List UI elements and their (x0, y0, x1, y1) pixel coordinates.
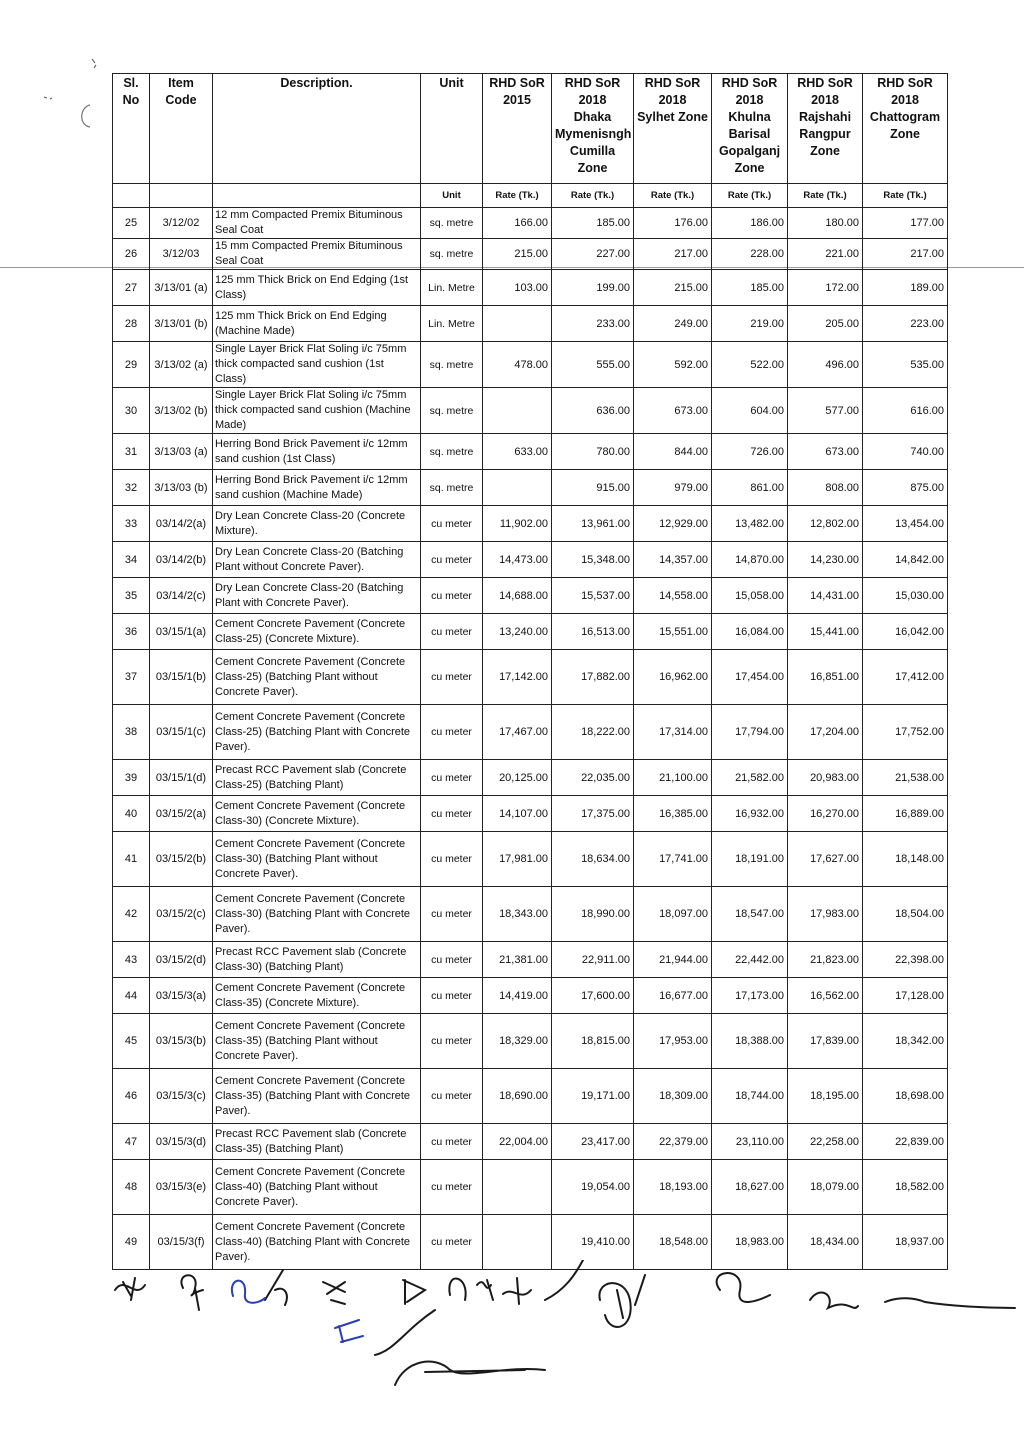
rate-dhaka-cell: 15,348.00 (552, 542, 634, 578)
rate-khulna-cell: 861.00 (712, 470, 788, 506)
description-cell: Precast RCC Pavement slab (Concrete Class-30) (Batching Plant) (213, 942, 421, 978)
rate-rajshahi-cell: 17,839.00 (788, 1014, 863, 1069)
rate-chattogram-cell: 18,582.00 (863, 1160, 948, 1215)
rate-2015-cell: 14,688.00 (483, 578, 552, 614)
rate-chattogram-cell: 17,752.00 (863, 705, 948, 760)
sl-cell: 48 (113, 1160, 150, 1215)
sl-cell: 31 (113, 434, 150, 470)
item-code-cell: 3/13/01 (a) (150, 270, 213, 306)
unit-cell: sq. metre (421, 342, 483, 388)
rate-dhaka-cell: 185.00 (552, 208, 634, 239)
description-cell: Cement Concrete Pavement (Concrete Class-30) (Concrete Mixture). (213, 796, 421, 832)
rate-2015-cell: 14,107.00 (483, 796, 552, 832)
rate-dhaka-cell: 18,634.00 (552, 832, 634, 887)
rate-rajshahi-cell: 15,441.00 (788, 614, 863, 650)
rate-dhaka-cell: 22,911.00 (552, 942, 634, 978)
rate-dhaka-cell: 17,600.00 (552, 978, 634, 1014)
rate-sylhet-cell: 16,677.00 (634, 978, 712, 1014)
col-header-dhaka-zone: RHD SoR 2018 Dhaka Mymenisngh Cumilla Zone (552, 74, 634, 184)
sl-cell: 37 (113, 650, 150, 705)
unit-cell: sq. metre (421, 388, 483, 434)
sl-cell: 39 (113, 760, 150, 796)
rate-sylhet-cell: 16,962.00 (634, 650, 712, 705)
table-row (113, 470, 948, 506)
table-row (113, 306, 948, 342)
rate-rajshahi-cell: 12,802.00 (788, 506, 863, 542)
table-row (113, 342, 948, 388)
description-cell: Cement Concrete Pavement (Concrete Class-35) (Batching Plant with Concrete Paver). (213, 1069, 421, 1124)
unit-cell: cu meter (421, 1215, 483, 1270)
rate-2015-cell: 18,343.00 (483, 887, 552, 942)
rate-chattogram-cell: 189.00 (863, 270, 948, 306)
subheader-row (113, 184, 948, 208)
sl-cell: 46 (113, 1069, 150, 1124)
subheader-cell: Rate (Tk.) (712, 184, 788, 208)
rate-rajshahi-cell: 221.00 (788, 239, 863, 270)
item-code-cell: 3/13/02 (b) (150, 388, 213, 434)
rate-rajshahi-cell: 172.00 (788, 270, 863, 306)
rate-dhaka-cell: 18,815.00 (552, 1014, 634, 1069)
rate-rajshahi-cell: 180.00 (788, 208, 863, 239)
sl-cell: 38 (113, 705, 150, 760)
rate-sylhet-cell: 673.00 (634, 388, 712, 434)
rate-khulna-cell: 14,870.00 (712, 542, 788, 578)
item-code-cell: 03/14/2(a) (150, 506, 213, 542)
rate-dhaka-cell: 780.00 (552, 434, 634, 470)
unit-cell: cu meter (421, 578, 483, 614)
rate-sylhet-cell: 592.00 (634, 342, 712, 388)
sl-cell: 28 (113, 306, 150, 342)
item-code-cell: 3/13/01 (b) (150, 306, 213, 342)
col-header-chattogram-zone: RHD SoR 2018 Chattogram Zone (863, 74, 948, 184)
rate-sylhet-cell: 18,548.00 (634, 1215, 712, 1270)
rate-chattogram-cell: 18,342.00 (863, 1014, 948, 1069)
rate-khulna-cell: 13,482.00 (712, 506, 788, 542)
rate-chattogram-cell: 17,412.00 (863, 650, 948, 705)
rate-sylhet-cell: 14,558.00 (634, 578, 712, 614)
sl-cell: 49 (113, 1215, 150, 1270)
rate-rajshahi-cell: 14,230.00 (788, 542, 863, 578)
item-code-cell: 03/15/3(d) (150, 1124, 213, 1160)
sl-cell: 44 (113, 978, 150, 1014)
rate-rajshahi-cell: 18,434.00 (788, 1215, 863, 1270)
unit-cell: cu meter (421, 650, 483, 705)
rate-rajshahi-cell: 17,627.00 (788, 832, 863, 887)
item-code-cell: 03/15/1(d) (150, 760, 213, 796)
unit-cell: sq. metre (421, 208, 483, 239)
subheader-cell: Rate (Tk.) (634, 184, 712, 208)
rate-khulna-cell: 18,547.00 (712, 887, 788, 942)
rate-rajshahi-cell: 16,270.00 (788, 796, 863, 832)
sl-cell: 33 (113, 506, 150, 542)
rate-dhaka-cell: 16,513.00 (552, 614, 634, 650)
rate-sylhet-cell: 844.00 (634, 434, 712, 470)
description-cell: Cement Concrete Pavement (Concrete Class-35) (Concrete Mixture). (213, 978, 421, 1014)
rate-khulna-cell: 17,173.00 (712, 978, 788, 1014)
description-cell: 125 mm Thick Brick on End Edging (1st Class) (213, 270, 421, 306)
rate-chattogram-cell: 16,889.00 (863, 796, 948, 832)
rate-schedule-table (112, 73, 948, 1270)
rate-2015-cell: 13,240.00 (483, 614, 552, 650)
rate-2015-cell: 20,125.00 (483, 760, 552, 796)
item-code-cell: 03/15/3(e) (150, 1160, 213, 1215)
rate-khulna-cell: 21,582.00 (712, 760, 788, 796)
table-row (113, 208, 948, 239)
subheader-cell: Rate (Tk.) (863, 184, 948, 208)
item-code-cell: 3/13/03 (b) (150, 470, 213, 506)
rate-chattogram-cell: 16,042.00 (863, 614, 948, 650)
item-code-cell: 03/15/2(b) (150, 832, 213, 887)
rate-chattogram-cell: 177.00 (863, 208, 948, 239)
rate-dhaka-cell: 13,961.00 (552, 506, 634, 542)
rate-dhaka-cell: 233.00 (552, 306, 634, 342)
rate-chattogram-cell: 217.00 (863, 239, 948, 270)
rate-rajshahi-cell: 18,079.00 (788, 1160, 863, 1215)
description-cell: Dry Lean Concrete Class-20 (Batching Plant with Concrete Paver). (213, 578, 421, 614)
rate-khulna-cell: 604.00 (712, 388, 788, 434)
table-row (113, 578, 948, 614)
rate-rajshahi-cell: 577.00 (788, 388, 863, 434)
table-row (113, 942, 948, 978)
rate-chattogram-cell: 13,454.00 (863, 506, 948, 542)
rate-rajshahi-cell: 16,851.00 (788, 650, 863, 705)
rate-chattogram-cell: 223.00 (863, 306, 948, 342)
item-code-cell: 03/15/1(c) (150, 705, 213, 760)
rate-chattogram-cell: 22,839.00 (863, 1124, 948, 1160)
unit-cell: cu meter (421, 542, 483, 578)
table-row (113, 760, 948, 796)
rate-rajshahi-cell: 18,195.00 (788, 1069, 863, 1124)
description-cell: Cement Concrete Pavement (Concrete Class-25) (Concrete Mixture). (213, 614, 421, 650)
rate-2015-cell (483, 470, 552, 506)
description-cell: 15 mm Compacted Premix Bituminous Seal Coat (213, 239, 421, 270)
rate-khulna-cell: 22,442.00 (712, 942, 788, 978)
rate-sylhet-cell: 18,097.00 (634, 887, 712, 942)
sl-cell: 47 (113, 1124, 150, 1160)
subheader-cell: Rate (Tk.) (552, 184, 634, 208)
rate-khulna-cell: 17,794.00 (712, 705, 788, 760)
rate-sylhet-cell: 14,357.00 (634, 542, 712, 578)
item-code-cell: 03/15/3(c) (150, 1069, 213, 1124)
unit-cell: sq. metre (421, 434, 483, 470)
rate-2015-cell (483, 306, 552, 342)
sl-cell: 40 (113, 796, 150, 832)
rate-chattogram-cell: 740.00 (863, 434, 948, 470)
description-cell: Cement Concrete Pavement (Concrete Class-35) (Batching Plant without Concrete Paver). (213, 1014, 421, 1069)
rate-sylhet-cell: 17,953.00 (634, 1014, 712, 1069)
rate-2015-cell: 17,981.00 (483, 832, 552, 887)
col-header-khulna-zone: RHD SoR 2018 Khulna Barisal Gopalganj Zone (712, 74, 788, 184)
item-code-cell: 3/12/02 (150, 208, 213, 239)
table-row (113, 506, 948, 542)
table-row (113, 542, 948, 578)
rate-khulna-cell: 18,744.00 (712, 1069, 788, 1124)
rate-2015-cell: 14,473.00 (483, 542, 552, 578)
rate-2015-cell: 478.00 (483, 342, 552, 388)
rate-chattogram-cell: 616.00 (863, 388, 948, 434)
rate-khulna-cell: 18,983.00 (712, 1215, 788, 1270)
sl-cell: 30 (113, 388, 150, 434)
rate-dhaka-cell: 18,222.00 (552, 705, 634, 760)
sl-cell: 42 (113, 887, 150, 942)
table-body (113, 208, 948, 1270)
rate-2015-cell: 21,381.00 (483, 942, 552, 978)
rate-chattogram-cell: 21,538.00 (863, 760, 948, 796)
rate-khulna-cell: 16,932.00 (712, 796, 788, 832)
rate-chattogram-cell: 17,128.00 (863, 978, 948, 1014)
rate-sylhet-cell: 15,551.00 (634, 614, 712, 650)
punch-hole-mark-icon (40, 55, 100, 130)
rate-chattogram-cell: 18,504.00 (863, 887, 948, 942)
description-cell: Cement Concrete Pavement (Concrete Class-25) (Batching Plant with Concrete Paver). (213, 705, 421, 760)
rate-rajshahi-cell: 14,431.00 (788, 578, 863, 614)
rate-chattogram-cell: 18,698.00 (863, 1069, 948, 1124)
rate-rajshahi-cell: 21,823.00 (788, 942, 863, 978)
table-row (113, 1069, 948, 1124)
rate-rajshahi-cell: 808.00 (788, 470, 863, 506)
unit-cell: cu meter (421, 796, 483, 832)
rate-sylhet-cell: 249.00 (634, 306, 712, 342)
sl-cell: 26 (113, 239, 150, 270)
table-row (113, 705, 948, 760)
subheader-cell (150, 184, 213, 208)
description-cell: 125 mm Thick Brick on End Edging (Machine Made) (213, 306, 421, 342)
rate-2015-cell: 633.00 (483, 434, 552, 470)
rate-2015-cell: 14,419.00 (483, 978, 552, 1014)
rate-dhaka-cell: 17,882.00 (552, 650, 634, 705)
handwritten-signatures-icon (105, 1260, 1020, 1400)
description-cell: Precast RCC Pavement slab (Concrete Class-35) (Batching Plant) (213, 1124, 421, 1160)
rate-2015-cell: 215.00 (483, 239, 552, 270)
rate-chattogram-cell: 875.00 (863, 470, 948, 506)
col-header-description: Description. (213, 74, 421, 184)
sl-cell: 29 (113, 342, 150, 388)
description-cell: Single Layer Brick Flat Soling i/c 75mm thick compacted sand cushion (1st Class) (213, 342, 421, 388)
description-cell: Cement Concrete Pavement (Concrete Class-40) (Batching Plant with Concrete Paver). (213, 1215, 421, 1270)
unit-cell: cu meter (421, 1014, 483, 1069)
subheader-cell (213, 184, 421, 208)
rate-sylhet-cell: 18,309.00 (634, 1069, 712, 1124)
rate-sylhet-cell: 21,944.00 (634, 942, 712, 978)
rate-khulna-cell: 17,454.00 (712, 650, 788, 705)
rate-dhaka-cell: 199.00 (552, 270, 634, 306)
table-row (113, 614, 948, 650)
rate-chattogram-cell: 15,030.00 (863, 578, 948, 614)
unit-cell: cu meter (421, 614, 483, 650)
unit-cell: sq. metre (421, 470, 483, 506)
rate-sylhet-cell: 979.00 (634, 470, 712, 506)
rate-rajshahi-cell: 22,258.00 (788, 1124, 863, 1160)
table-row (113, 434, 948, 470)
table-row (113, 239, 948, 270)
description-cell: Dry Lean Concrete Class-20 (Batching Plant without Concrete Paver). (213, 542, 421, 578)
rate-khulna-cell: 18,388.00 (712, 1014, 788, 1069)
rate-khulna-cell: 522.00 (712, 342, 788, 388)
unit-cell: cu meter (421, 705, 483, 760)
table-row (113, 1124, 948, 1160)
header-row (113, 74, 948, 184)
rate-khulna-cell: 219.00 (712, 306, 788, 342)
rate-2015-cell (483, 388, 552, 434)
rate-sylhet-cell: 215.00 (634, 270, 712, 306)
col-header-unit: Unit (421, 74, 483, 184)
unit-cell: cu meter (421, 887, 483, 942)
rate-chattogram-cell: 18,937.00 (863, 1215, 948, 1270)
description-cell: Dry Lean Concrete Class-20 (Concrete Mixture). (213, 506, 421, 542)
description-cell: Cement Concrete Pavement (Concrete Class-30) (Batching Plant with Concrete Paver). (213, 887, 421, 942)
col-header-sylhet-zone: RHD SoR 2018 Sylhet Zone (634, 74, 712, 184)
rate-dhaka-cell: 555.00 (552, 342, 634, 388)
rate-rajshahi-cell: 205.00 (788, 306, 863, 342)
item-code-cell: 03/15/3(f) (150, 1215, 213, 1270)
rate-dhaka-cell: 18,990.00 (552, 887, 634, 942)
item-code-cell: 3/13/03 (a) (150, 434, 213, 470)
rate-khulna-cell: 726.00 (712, 434, 788, 470)
rate-2015-cell: 103.00 (483, 270, 552, 306)
rate-dhaka-cell: 915.00 (552, 470, 634, 506)
rate-dhaka-cell: 17,375.00 (552, 796, 634, 832)
item-code-cell: 03/15/3(b) (150, 1014, 213, 1069)
rate-khulna-cell: 185.00 (712, 270, 788, 306)
rate-chattogram-cell: 18,148.00 (863, 832, 948, 887)
unit-cell: cu meter (421, 760, 483, 796)
rate-sylhet-cell: 17,741.00 (634, 832, 712, 887)
description-cell: Single Layer Brick Flat Soling i/c 75mm thick compacted sand cushion (Machine Made) (213, 388, 421, 434)
rate-dhaka-cell: 23,417.00 (552, 1124, 634, 1160)
unit-cell: Lin. Metre (421, 270, 483, 306)
rate-chattogram-cell: 22,398.00 (863, 942, 948, 978)
rate-khulna-cell: 23,110.00 (712, 1124, 788, 1160)
item-code-cell: 3/13/02 (a) (150, 342, 213, 388)
rate-khulna-cell: 186.00 (712, 208, 788, 239)
rate-2015-cell: 17,467.00 (483, 705, 552, 760)
subheader-cell: Unit (421, 184, 483, 208)
sl-cell: 34 (113, 542, 150, 578)
rate-khulna-cell: 18,627.00 (712, 1160, 788, 1215)
subheader-cell: Rate (Tk.) (483, 184, 552, 208)
unit-cell: cu meter (421, 1160, 483, 1215)
rate-khulna-cell: 15,058.00 (712, 578, 788, 614)
table-row (113, 650, 948, 705)
rate-2015-cell: 18,690.00 (483, 1069, 552, 1124)
item-code-cell: 03/15/2(c) (150, 887, 213, 942)
unit-cell: cu meter (421, 1069, 483, 1124)
table-row (113, 978, 948, 1014)
table-row (113, 796, 948, 832)
col-header-item-code: Item Code (150, 74, 213, 184)
unit-cell: Lin. Metre (421, 306, 483, 342)
rate-sylhet-cell: 16,385.00 (634, 796, 712, 832)
rate-2015-cell: 18,329.00 (483, 1014, 552, 1069)
rate-sylhet-cell: 22,379.00 (634, 1124, 712, 1160)
rate-dhaka-cell: 19,054.00 (552, 1160, 634, 1215)
unit-cell: cu meter (421, 1124, 483, 1160)
description-cell: Cement Concrete Pavement (Concrete Class-25) (Batching Plant without Concrete Paver). (213, 650, 421, 705)
sl-cell: 43 (113, 942, 150, 978)
rate-chattogram-cell: 535.00 (863, 342, 948, 388)
rate-dhaka-cell: 227.00 (552, 239, 634, 270)
rate-chattogram-cell: 14,842.00 (863, 542, 948, 578)
rate-rajshahi-cell: 16,562.00 (788, 978, 863, 1014)
rate-2015-cell: 17,142.00 (483, 650, 552, 705)
subheader-cell (113, 184, 150, 208)
item-code-cell: 03/15/3(a) (150, 978, 213, 1014)
col-header-rajshahi-zone: RHD SoR 2018 Rajshahi Rangpur Zone (788, 74, 863, 184)
subheader-cell: Rate (Tk.) (788, 184, 863, 208)
rate-dhaka-cell: 22,035.00 (552, 760, 634, 796)
rate-khulna-cell: 228.00 (712, 239, 788, 270)
sl-cell: 41 (113, 832, 150, 887)
rate-2015-cell: 22,004.00 (483, 1124, 552, 1160)
item-code-cell: 03/14/2(c) (150, 578, 213, 614)
rate-sylhet-cell: 17,314.00 (634, 705, 712, 760)
unit-cell: sq. metre (421, 239, 483, 270)
rate-rajshahi-cell: 17,983.00 (788, 887, 863, 942)
unit-cell: cu meter (421, 832, 483, 887)
description-cell: Cement Concrete Pavement (Concrete Class-30) (Batching Plant without Concrete Paver). (213, 832, 421, 887)
description-cell: Precast RCC Pavement slab (Concrete Class-25) (Batching Plant) (213, 760, 421, 796)
item-code-cell: 03/14/2(b) (150, 542, 213, 578)
rate-sylhet-cell: 176.00 (634, 208, 712, 239)
item-code-cell: 03/15/1(b) (150, 650, 213, 705)
rate-dhaka-cell: 636.00 (552, 388, 634, 434)
sl-cell: 45 (113, 1014, 150, 1069)
rate-dhaka-cell: 19,171.00 (552, 1069, 634, 1124)
rate-2015-cell: 11,902.00 (483, 506, 552, 542)
item-code-cell: 03/15/2(a) (150, 796, 213, 832)
item-code-cell: 03/15/2(d) (150, 942, 213, 978)
description-cell: Herring Bond Brick Pavement i/c 12mm sand cushion (1st Class) (213, 434, 421, 470)
description-cell: 12 mm Compacted Premix Bituminous Seal Coat (213, 208, 421, 239)
sl-cell: 35 (113, 578, 150, 614)
rate-sylhet-cell: 12,929.00 (634, 506, 712, 542)
description-cell: Herring Bond Brick Pavement i/c 12mm sand cushion (Machine Made) (213, 470, 421, 506)
col-header-rhd-2015: RHD SoR 2015 (483, 74, 552, 184)
table-row (113, 1014, 948, 1069)
rate-sylhet-cell: 217.00 (634, 239, 712, 270)
rate-rajshahi-cell: 17,204.00 (788, 705, 863, 760)
rate-dhaka-cell: 15,537.00 (552, 578, 634, 614)
rate-khulna-cell: 18,191.00 (712, 832, 788, 887)
rate-sylhet-cell: 21,100.00 (634, 760, 712, 796)
rate-rajshahi-cell: 20,983.00 (788, 760, 863, 796)
unit-cell: cu meter (421, 978, 483, 1014)
description-cell: Cement Concrete Pavement (Concrete Class-40) (Batching Plant without Concrete Paver). (213, 1160, 421, 1215)
rate-rajshahi-cell: 496.00 (788, 342, 863, 388)
sl-cell: 32 (113, 470, 150, 506)
table-row (113, 388, 948, 434)
unit-cell: cu meter (421, 506, 483, 542)
sl-cell: 36 (113, 614, 150, 650)
rate-rajshahi-cell: 673.00 (788, 434, 863, 470)
col-header-sl: Sl. No (113, 74, 150, 184)
rate-dhaka-cell: 19,410.00 (552, 1215, 634, 1270)
rate-sylhet-cell: 18,193.00 (634, 1160, 712, 1215)
item-code-cell: 03/15/1(a) (150, 614, 213, 650)
rate-khulna-cell: 16,084.00 (712, 614, 788, 650)
rate-2015-cell: 166.00 (483, 208, 552, 239)
rate-2015-cell (483, 1160, 552, 1215)
table-row (113, 270, 948, 306)
sl-cell: 27 (113, 270, 150, 306)
table-row (113, 887, 948, 942)
item-code-cell: 3/12/03 (150, 239, 213, 270)
table-row (113, 1160, 948, 1215)
unit-cell: cu meter (421, 942, 483, 978)
table-row (113, 832, 948, 887)
sl-cell: 25 (113, 208, 150, 239)
